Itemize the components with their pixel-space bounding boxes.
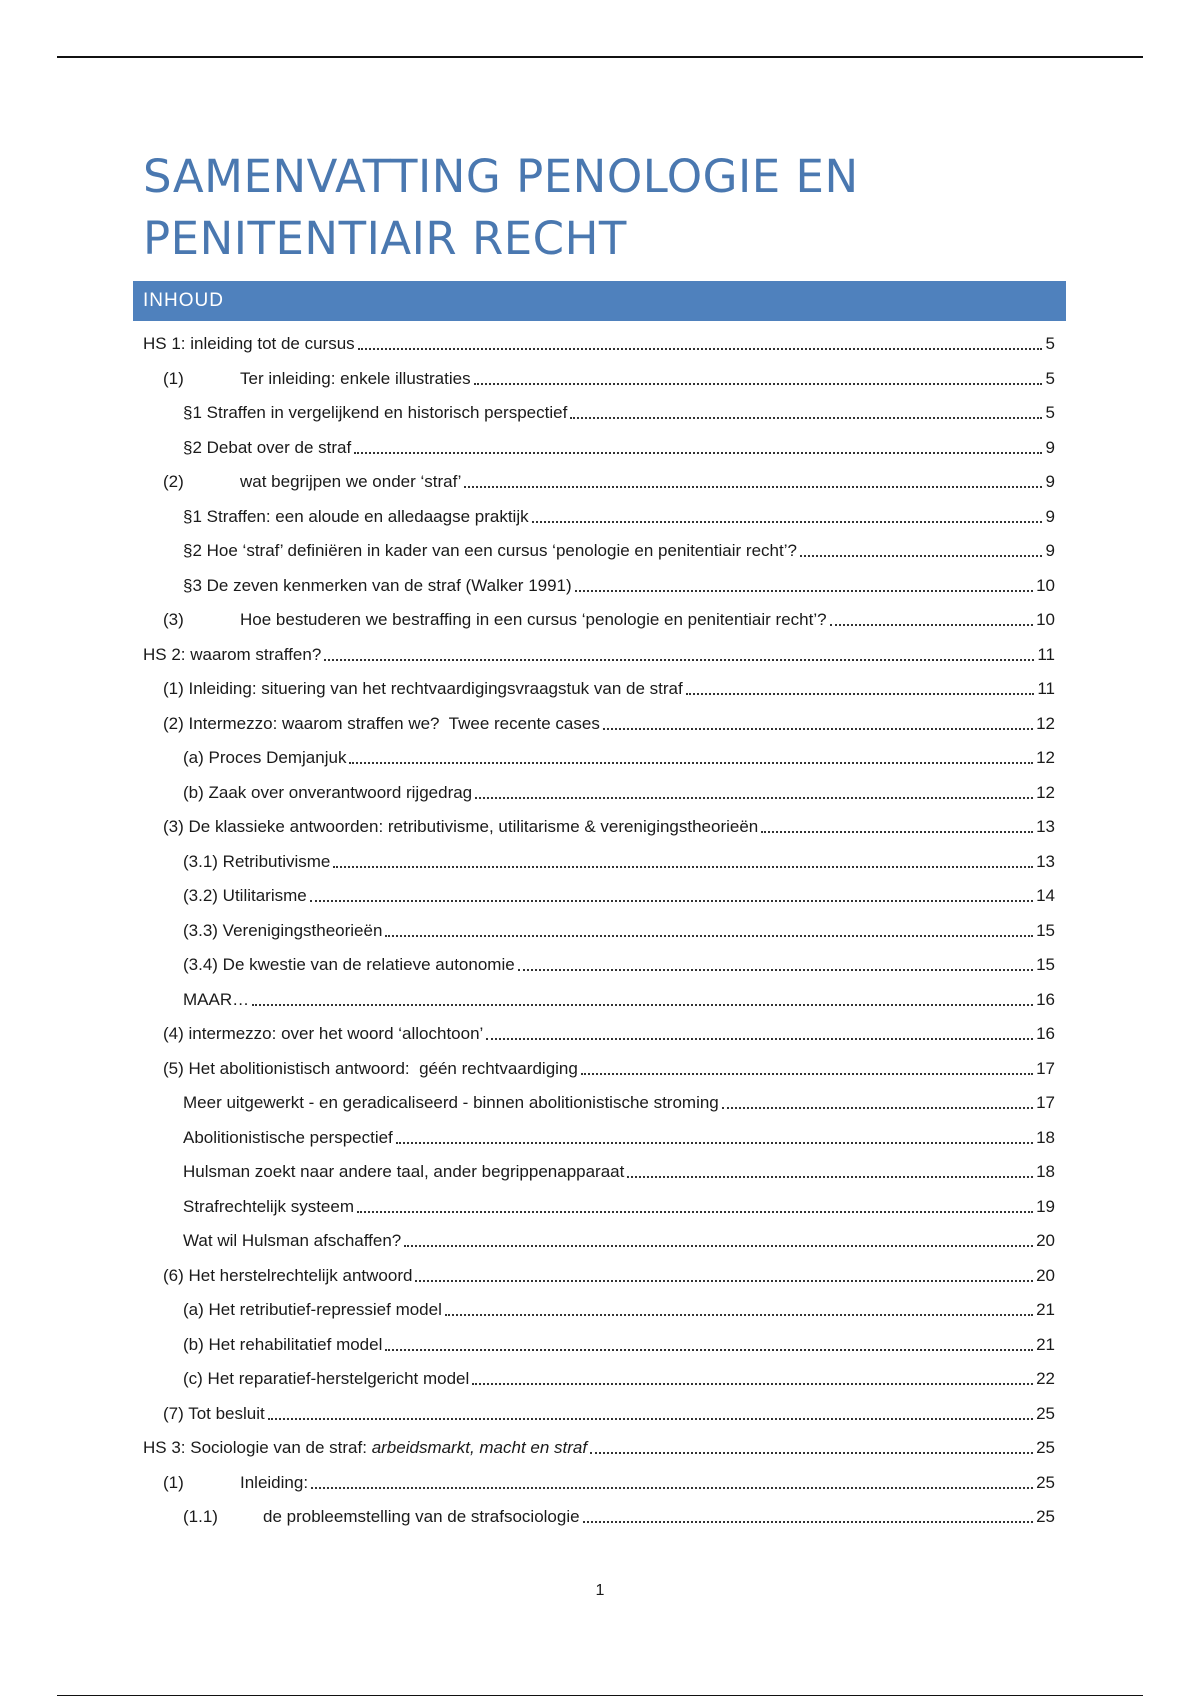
toc-entry[interactable] <box>143 1224 1055 1259</box>
toc-entry-title <box>240 369 471 389</box>
toc-entry-title-text: Wat wil Hulsman afschaffen? <box>183 1231 402 1251</box>
toc-entry-page: 12 <box>1036 782 1055 802</box>
toc-leader-dots <box>603 710 1033 730</box>
toc-entry-page: 20 <box>1036 1265 1055 1285</box>
toc-entry-title <box>183 438 351 458</box>
toc-entry-title-text: (a) Proces Demjanjuk <box>183 748 347 768</box>
toc-entry-page: 10 <box>1036 610 1055 630</box>
toc-entry-title <box>143 334 355 354</box>
toc-entry-page: 11 <box>1037 644 1055 664</box>
footer-rule <box>57 1695 1143 1696</box>
toc-entry-page: 12 <box>1036 748 1055 768</box>
toc-entry[interactable] <box>143 914 1055 949</box>
toc-entry-title-text: (b) Zaak over onverantwoord rijgedrag <box>183 782 473 802</box>
toc-entry[interactable] <box>143 1466 1055 1501</box>
toc-entry-title-text: (3.4) De kwestie van de relatieve autonomie <box>183 955 515 975</box>
toc-entry-title-text: (2) Intermezzo: waarom straffen we? Twee recente cases <box>163 713 600 733</box>
toc-leader-dots <box>761 813 1033 833</box>
toc-entry-title-text: (7) Tot besluit <box>163 1403 265 1423</box>
toc-entry-title <box>183 1335 382 1355</box>
toc-entry-page: 25 <box>1036 1507 1055 1527</box>
toc-leader-dots <box>472 1365 1033 1385</box>
toc-entry-page: 25 <box>1036 1403 1055 1423</box>
toc-entry-title <box>143 1438 587 1458</box>
toc-entry[interactable] <box>143 741 1055 776</box>
toc-entry-title-text: (3.1) Retributivisme <box>183 851 331 871</box>
toc-entry-page: 9 <box>1045 437 1055 457</box>
toc-entry-title-text: (a) Het retributief-repressief model <box>183 1300 442 1320</box>
toc-entry[interactable] <box>143 810 1055 845</box>
toc-entry-title-text: (3) De klassieke antwoorden: retributivisme, utilitarisme & verenigingstheorieën <box>163 817 759 837</box>
toc-entry-title <box>263 1507 580 1527</box>
toc-leader-dots <box>590 1434 1033 1454</box>
toc-entry-title-text: §1 Straffen in vergelijkend en historisch perspectief <box>183 403 568 423</box>
toc-entry[interactable] <box>143 1190 1055 1225</box>
toc-entry-page: 15 <box>1036 920 1055 940</box>
toc-entry[interactable] <box>143 569 1055 604</box>
toc-leader-dots <box>800 537 1042 557</box>
toc-entry-title <box>183 852 330 872</box>
toc-entry[interactable] <box>143 707 1055 742</box>
toc-leader-dots <box>333 848 1033 868</box>
toc-entry-title <box>183 990 249 1010</box>
toc-entry-title <box>240 1473 308 1493</box>
toc-entry-page: 25 <box>1036 1472 1055 1492</box>
toc-entry-title-text: (5) Het abolitionistisch antwoord: géén rechtvaardiging <box>163 1058 578 1078</box>
toc-entry-title-text: (3.2) Utilitarisme <box>183 886 307 906</box>
toc-leader-dots <box>396 1124 1033 1144</box>
toc-entry-title <box>183 576 572 596</box>
toc-entry[interactable] <box>143 845 1055 880</box>
toc-entry-title <box>163 1059 578 1079</box>
toc-entry[interactable] <box>143 465 1055 500</box>
toc-leader-dots <box>570 399 1042 419</box>
toc-entry-number: (1.1) <box>183 1507 218 1527</box>
toc-entry-title-italic: arbeidsmarkt, macht en straf <box>371 1438 588 1458</box>
toc-entry-title-text: HS 1: inleiding tot de cursus <box>143 334 355 354</box>
toc-entry[interactable] <box>143 1086 1055 1121</box>
toc-heading: INHOUD <box>143 290 224 311</box>
toc-entry-title-text: Hoe bestuderen we bestraffing in een cursus ‘penologie en penitentiair recht’? <box>240 610 827 630</box>
toc-entry[interactable] <box>143 1500 1055 1535</box>
toc-entry[interactable] <box>143 672 1055 707</box>
toc-entry-page: 20 <box>1036 1231 1055 1251</box>
toc-entry[interactable] <box>143 431 1055 466</box>
toc-leader-dots <box>532 503 1042 523</box>
toc-entry-title <box>183 403 567 423</box>
toc-entry-page: 12 <box>1036 713 1055 733</box>
toc-heading-banner <box>133 281 1066 321</box>
toc-entry-number: (1) <box>163 1472 184 1492</box>
toc-entry-title <box>143 645 321 665</box>
toc-leader-dots <box>252 986 1033 1006</box>
toc-entry[interactable] <box>143 638 1055 673</box>
toc-leader-dots <box>830 606 1034 626</box>
toc-entry-number: (2) <box>163 472 184 492</box>
toc-entry-title-text: §1 Straffen: een aloude en alledaagse praktijk <box>183 506 529 526</box>
toc-entry[interactable] <box>143 879 1055 914</box>
toc-entry-title <box>183 1093 719 1113</box>
page-number: 1 <box>595 1582 605 1599</box>
toc-entry-title-text: (3.3) Verenigingstheorieën <box>183 920 383 940</box>
toc-entry-page: 21 <box>1036 1334 1055 1354</box>
toc-entry-page: 22 <box>1036 1369 1055 1389</box>
toc-entry-title-text: Meer uitgewerkt - en geradicaliseerd - binnen abolitionistische stroming <box>183 1093 719 1113</box>
toc-entry-title <box>163 1404 265 1424</box>
toc-entry-title <box>163 714 600 734</box>
toc-leader-dots <box>324 641 1034 661</box>
toc-leader-dots <box>475 779 1033 799</box>
toc-entry[interactable] <box>143 983 1055 1018</box>
toc-entry-title <box>183 748 346 768</box>
toc-entry[interactable] <box>143 1431 1055 1466</box>
toc-leader-dots <box>385 1331 1033 1351</box>
toc-entry[interactable] <box>143 1328 1055 1363</box>
toc-entry-title-text: Ter inleiding: enkele illustraties <box>240 368 471 388</box>
toc-entry-page: 21 <box>1036 1300 1055 1320</box>
toc-entry-title-text: de probleemstelling van de strafsociologie <box>263 1507 580 1527</box>
toc-leader-dots <box>357 1193 1033 1213</box>
toc-entry-page: 17 <box>1036 1058 1055 1078</box>
toc-entry-title-text: (6) Het herstelrechtelijk antwoord <box>163 1265 413 1285</box>
toc-leader-dots <box>722 1089 1033 1109</box>
toc-entry[interactable] <box>143 500 1055 535</box>
toc-entry-title-text: MAAR… <box>183 989 250 1009</box>
toc-entry-page: 5 <box>1045 403 1055 423</box>
toc-entry-title-text: (c) Het reparatief-herstelgericht model <box>183 1369 470 1389</box>
header-rule <box>57 56 1143 58</box>
toc-entry-page: 9 <box>1045 506 1055 526</box>
toc-entry-title-text: Hulsman zoekt naar andere taal, ander begrippenapparaat <box>183 1162 625 1182</box>
toc-entry-page: 13 <box>1036 817 1055 837</box>
toc-entry-page: 11 <box>1037 679 1055 699</box>
toc-entry-title-text: (1) Inleiding: situering van het rechtvaardigingsvraagstuk van de straf <box>163 679 683 699</box>
toc-leader-dots <box>445 1296 1033 1316</box>
toc-leader-dots <box>575 572 1033 592</box>
toc-leader-dots <box>385 917 1033 937</box>
toc-leader-dots <box>474 365 1042 385</box>
toc-entry[interactable] <box>143 1362 1055 1397</box>
toc-entry-title <box>183 1128 393 1148</box>
toc-leader-dots <box>404 1227 1033 1247</box>
toc-entry-title <box>163 817 758 837</box>
toc-entry-title <box>240 472 461 492</box>
document-title: SAMENVATTING PENOLOGIE EN PENITENTIAIR RECHT <box>143 150 859 265</box>
toc-entry[interactable] <box>143 534 1055 569</box>
toc-entry-title <box>183 1369 469 1389</box>
toc-entry-page: 15 <box>1036 955 1055 975</box>
toc-entry[interactable] <box>143 1155 1055 1190</box>
toc-entry-title <box>183 1300 442 1320</box>
toc-entry-page: 13 <box>1036 851 1055 871</box>
toc-entry-page: 18 <box>1036 1127 1055 1147</box>
toc-leader-dots <box>686 675 1035 695</box>
toc-entry-page: 16 <box>1036 989 1055 1009</box>
toc-leader-dots <box>518 951 1033 971</box>
toc-leader-dots <box>464 468 1042 488</box>
toc-leader-dots <box>310 882 1033 902</box>
toc-entry[interactable] <box>143 1397 1055 1432</box>
toc-entry[interactable] <box>143 1017 1055 1052</box>
toc-entry-title-text: §2 Hoe ‘straf’ definiëren in kader van een cursus ‘penologie en penitentiair recht’? <box>183 541 797 561</box>
toc-entry-title-text: Abolitionistische perspectief <box>183 1127 393 1147</box>
toc-entry-title <box>163 679 683 699</box>
toc-entry-number: (3) <box>163 610 184 630</box>
toc-entry[interactable] <box>143 1052 1055 1087</box>
toc-leader-dots <box>583 1503 1034 1523</box>
toc-entry-title <box>183 955 515 975</box>
toc-entry-page: 25 <box>1036 1438 1055 1458</box>
toc-entry-title-text: Inleiding: <box>240 1472 309 1492</box>
toc-leader-dots <box>349 744 1033 764</box>
toc-entry-title <box>240 610 827 630</box>
toc-leader-dots <box>415 1262 1033 1282</box>
toc-entry-page: 18 <box>1036 1162 1055 1182</box>
toc-entry-title-text: §3 De zeven kenmerken van de straf (Walker 1991) <box>183 575 572 595</box>
toc-entry-page: 16 <box>1036 1024 1055 1044</box>
toc-entry-page: 10 <box>1036 575 1055 595</box>
toc-entry-page: 9 <box>1045 541 1055 561</box>
toc-entry-page: 14 <box>1036 886 1055 906</box>
toc-leader-dots <box>268 1400 1033 1420</box>
toc-entry-number: (1) <box>163 368 184 388</box>
toc-entry-page: 9 <box>1045 472 1055 492</box>
toc-entry[interactable] <box>143 603 1055 638</box>
toc-leader-dots <box>358 330 1042 350</box>
toc-entry[interactable] <box>143 1293 1055 1328</box>
toc-entry-title-text: HS 2: waarom straffen? <box>143 644 322 664</box>
toc-entry-title <box>163 1024 483 1044</box>
toc-entry-title <box>183 507 529 527</box>
toc-entry-title <box>183 783 472 803</box>
toc-entry-title <box>183 1197 354 1217</box>
toc-entry-title-text: HS 3: Sociologie van de straf: <box>143 1438 372 1458</box>
toc-leader-dots <box>627 1158 1033 1178</box>
toc-entry[interactable] <box>143 396 1055 431</box>
toc-entry-title <box>183 886 307 906</box>
toc-entry[interactable] <box>143 1259 1055 1294</box>
toc-entry-title-text: (4) intermezzo: over het woord ‘allochtoon’ <box>163 1024 484 1044</box>
toc-entry-title-text: wat begrijpen we onder ‘straf’ <box>240 472 462 492</box>
toc-entry-title-text: Strafrechtelijk systeem <box>183 1196 354 1216</box>
toc-entry-title <box>183 1231 401 1251</box>
toc-leader-dots <box>581 1055 1033 1075</box>
toc-leader-dots <box>486 1020 1033 1040</box>
toc-entry-title-text: §2 Debat over de straf <box>183 437 352 457</box>
toc-entry[interactable] <box>143 948 1055 983</box>
toc-entry-page: 5 <box>1045 368 1055 388</box>
toc-leader-dots <box>311 1469 1033 1489</box>
toc-entry-title-text: (b) Het rehabilitatief model <box>183 1334 383 1354</box>
toc-entry-title <box>183 541 797 561</box>
toc-entry-title <box>163 1266 412 1286</box>
toc-entry[interactable] <box>143 1121 1055 1156</box>
toc-entry-page: 5 <box>1045 334 1055 354</box>
toc-entry[interactable] <box>143 776 1055 811</box>
toc-entry-page: 19 <box>1036 1196 1055 1216</box>
toc-entry-page: 17 <box>1036 1093 1055 1113</box>
toc-entry-title <box>183 1162 624 1182</box>
toc-leader-dots <box>354 434 1042 454</box>
toc-entry[interactable] <box>143 362 1055 397</box>
toc-entry-title <box>183 921 382 941</box>
toc-entry[interactable] <box>143 327 1055 362</box>
table-of-contents <box>143 327 1055 1535</box>
